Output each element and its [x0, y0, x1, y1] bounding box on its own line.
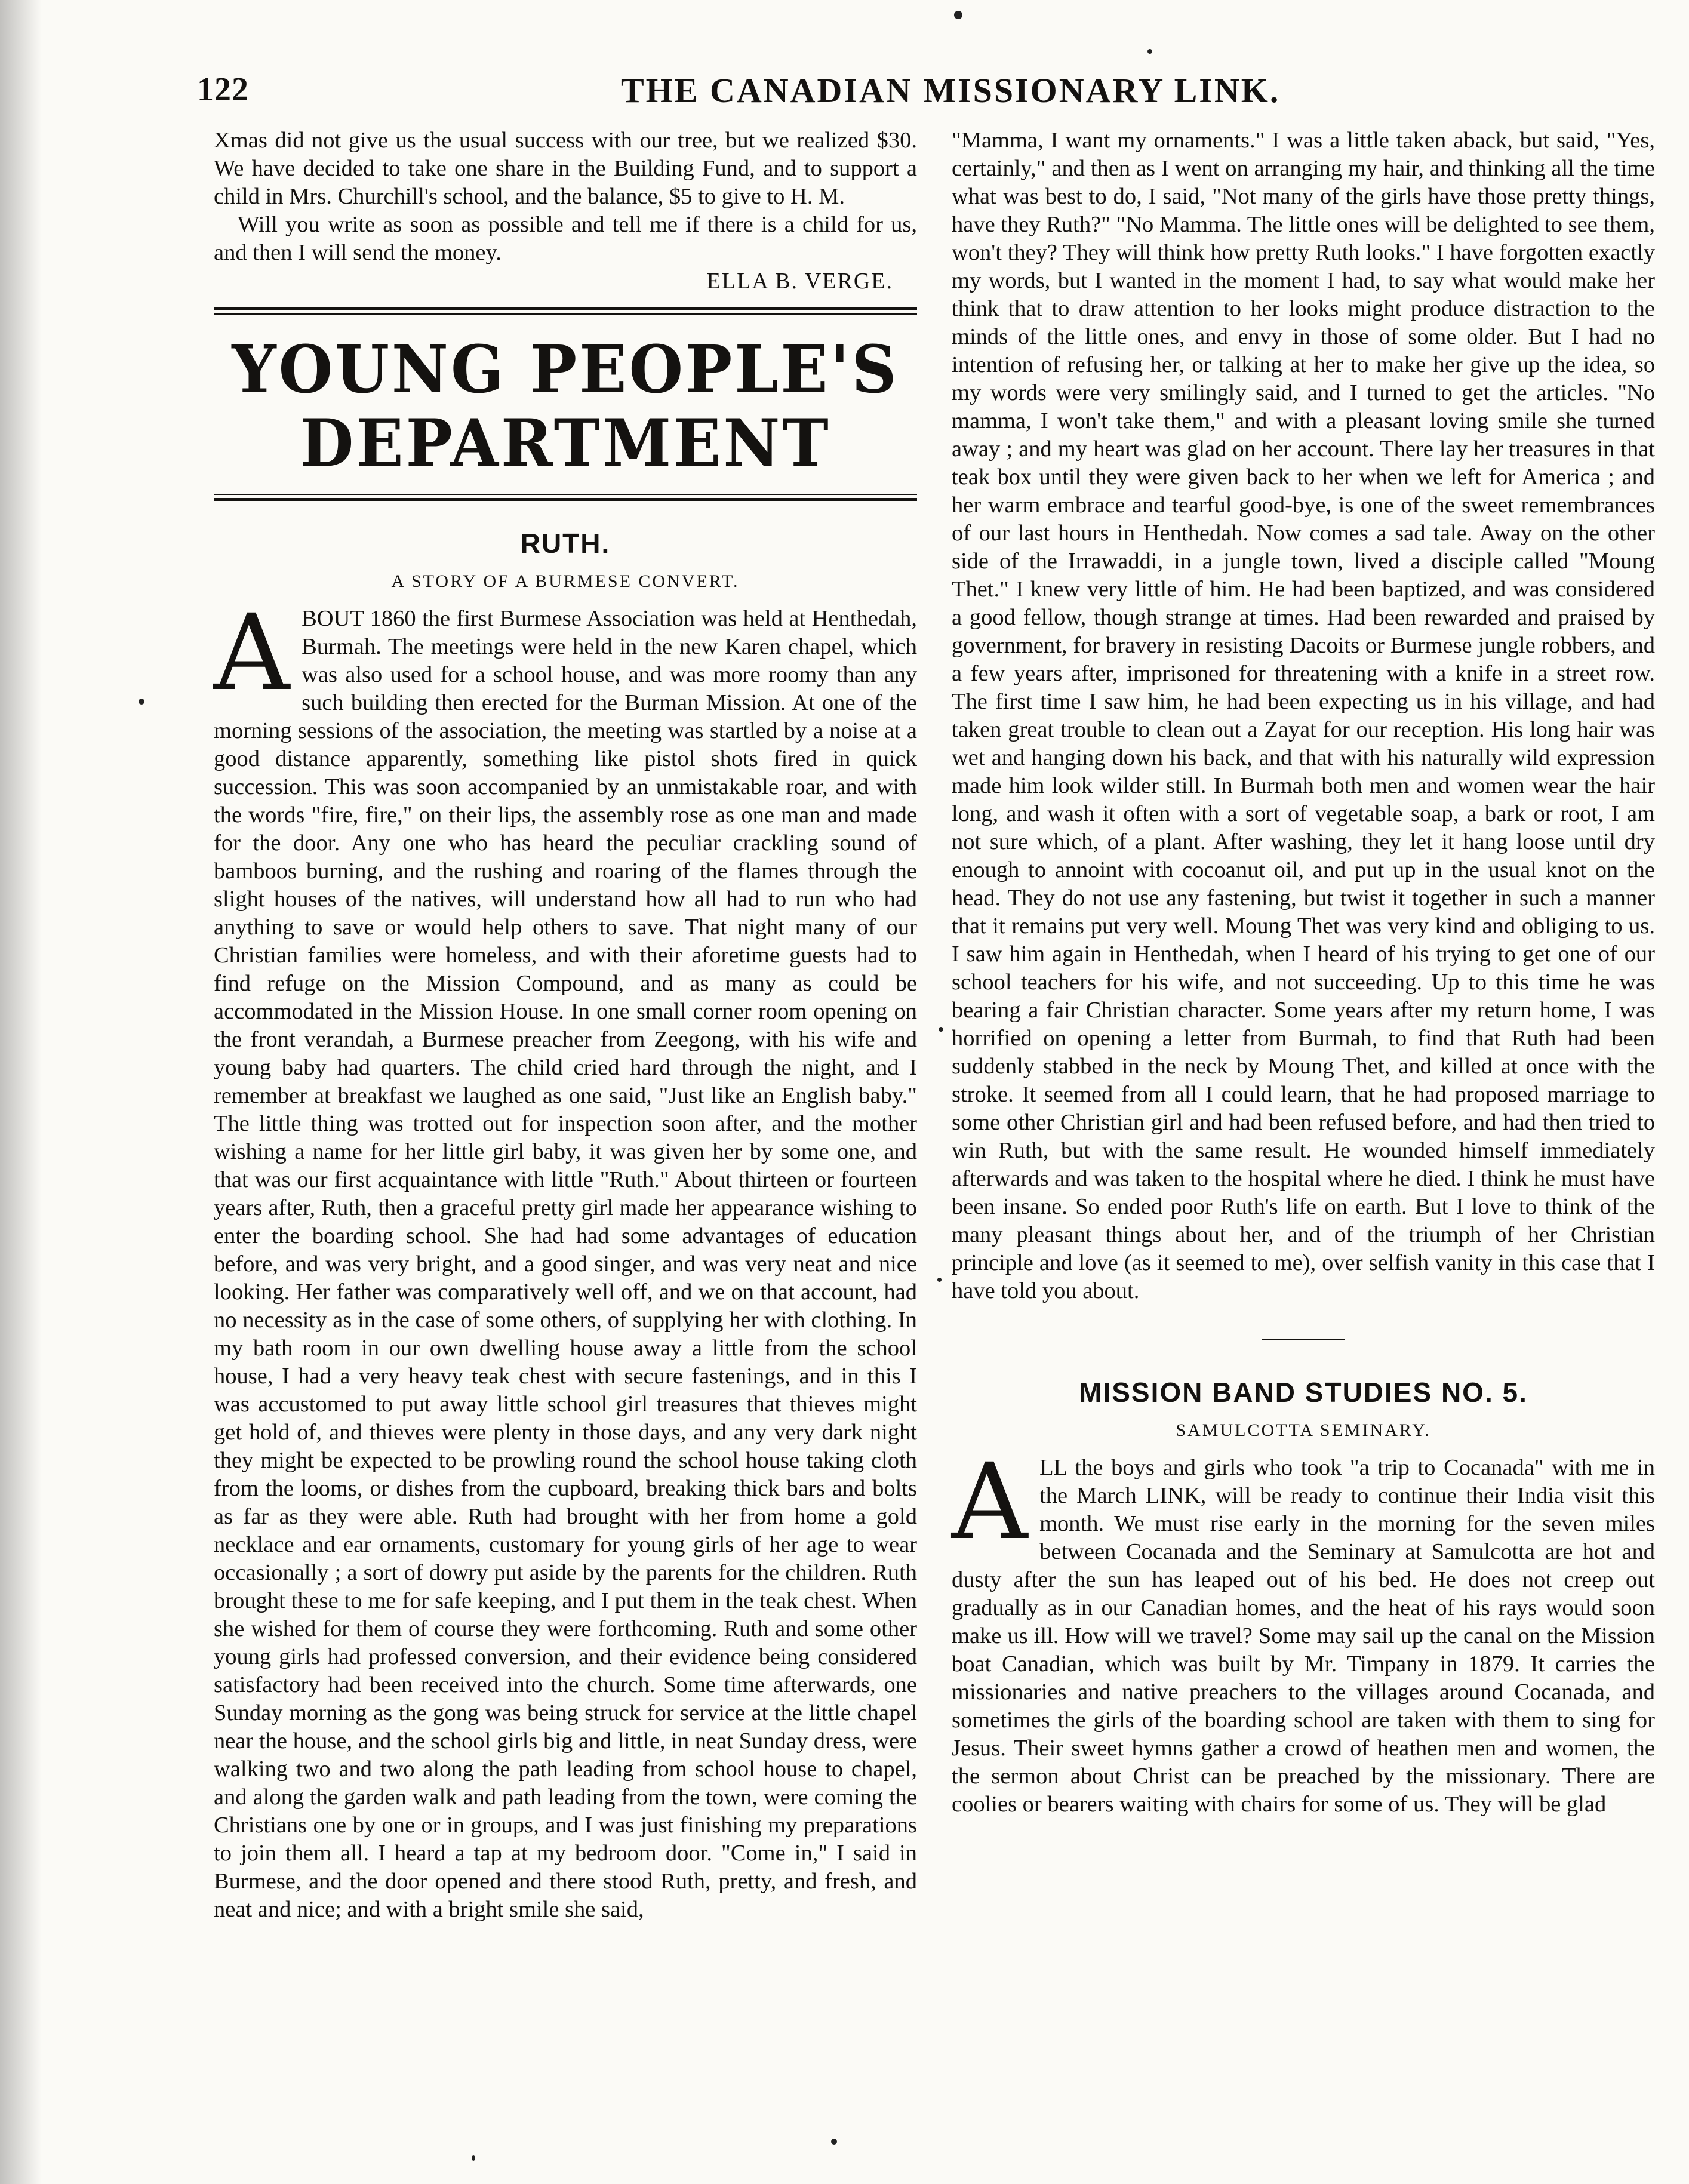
- scan-speck: [1147, 49, 1152, 54]
- story-body-left: BOUT 1860 the first Burmese Association was held at Henthedah, Burmah. The meetings were held in the new Karen chapel, which was also used for a school house, and was more roomy than any such building then erected for the Burman Mission. At one of the morning sessions of the association, the meeting was startled by a noise at a good distance apparently, something like pistol shots fired in quick succession. This was soon accompanied by an unmistakable roar, and with the words "fire, fire," on their lips, the assembly rose as one man and made for the door. Any one who has heard the peculiar crackling sound of bamboos burning, and the rushing and roaring of the flames through the slight houses of the natives, will understand how all had to run who had anything to save or would help others to save. That night many of our Christian families were homeless, and with their aforetime guests had to find refuge on the Mission Compound, and as many as could be accommodated in the Mission House. In one small corner room opening on the front verandah, a Burmese preacher from Zeegong, with his wife and young baby had quarters. The child cried hard through the night, and I remember at breakfast we laughed as one said, "Just like an English baby." The little thing was trotted out for inspection soon after, and the mother wishing a name for her little girl baby, it was given her by some one, and that was our first acquaintance with little "Ruth." About thirteen or fourteen years after, Ruth, then a graceful pretty girl made her appearance wishing to enter the boarding school. She had had some advantages of education before, and was very bright, and a good singer, and was very neat and nice looking. Her father was comparatively well off, and we on that account, had no necessity as in the case of some others, of supplying her with clothing. In my bath room in our own dwelling house away a little from the school house, I had a very heavy teak chest with secure fastenings, and in this I was accustomed to put away little school girl treasures that thieves might get hold of, and thieves were plenty in those days, and any very dark night they might be expected to be prowling round the school house taking cloth from the looms, or dishes from the cupboard, breaking thick bars and bolts as far as they were able. Ruth had brought with her from home a gold necklace and ear ornaments, customary for young girls of her age to wear occasionally ; a sort of dowry put aside by the parents for the children. Ruth brought these to me for safe keeping, and I put them in the teak chest. When she wished for them of course they were forthcoming. Ruth and some other young girls had professed conversion, and their evidence being considered satisfactory had been received into the church. Some time afterwards, one Sunday morning as the gong was being struck for service at the little chapel near the house, and the school girls big and little, in neat Sunday dress, were walking two and two along the path leading from school house to chapel, and along the garden walk and path leading from the town, were coming the Christians one by one or in groups, and I was just finishing my preparations to join them all. I heard a tap at my bedroom door. "Come in," I said in Burmese, and the door opened and there stood Ruth, pretty, and fresh, and neat and nice; and with a bright smile she said,: [214, 606, 917, 1922]
- running-head: THE CANADIAN MISSIONARY LINK.: [621, 71, 1281, 110]
- mission-band-subtitle: SAMULCOTTA SEMINARY.: [1176, 1420, 1431, 1440]
- scan-edge-shadow: [0, 0, 42, 2184]
- story-subtitle: A STORY OF A BURMESE CONVERT.: [391, 571, 740, 591]
- right-column: [952, 127, 1655, 1819]
- story-text-left: [214, 592, 917, 1924]
- scan-speck: [139, 699, 144, 705]
- letter-paragraph-1: Xmas did not give us the usual success with our tree, but we realized $30. We have decided to take one share in the Building Fund, and to support a child in Mrs. Churchill's school, and the balance, $5 to give to H. M.: [214, 128, 917, 209]
- article-divider: [1262, 1339, 1345, 1340]
- page-number: 122: [197, 71, 249, 108]
- department-title: YOUNG PEOPLE'S DEPARTMENT: [232, 330, 899, 482]
- letter-paragraph-2: Will you write as soon as possible and tell me if there is a child for us, and then I will send the money.: [214, 212, 917, 265]
- story-title: RUTH.: [520, 528, 611, 559]
- section-rule-bottom: [214, 498, 917, 501]
- section-rule-bottom-thin: [214, 494, 917, 495]
- scan-speck: [954, 11, 962, 19]
- scan-speck: [939, 1027, 943, 1032]
- scan-speck: [472, 2155, 475, 2161]
- scan-speck: [937, 1278, 942, 1282]
- section-rule-top: [214, 307, 917, 310]
- mission-band-dropcap: A: [952, 1441, 1028, 1563]
- section-rule-top-thin: [214, 313, 917, 315]
- mission-band-title: MISSION BAND STUDIES NO. 5.: [1079, 1377, 1528, 1408]
- story-dropcap: A: [214, 592, 290, 714]
- mission-band-text: [952, 1441, 1655, 1819]
- mission-band-body: LL the boys and girls who took "a trip to Cocanada" with me in the March LINK, will be ready to continue their India visit this month. We must rise early in the morning for the seven miles between Cocanada and the Seminary at Samulcotta are hot and dusty after the sun has leaped out of his bed. He does not creep out gradually as in our Canadian homes, and the heat of his rays would soon make us ill. How will we travel? Some may sail up the canal on the Mission boat Canadian, which was built by Mr. Timpany in 1879. It carries the missionaries and native preachers to the villages around Cocanada, and sometimes the girls of the boarding school are taken with them to sing for Jesus. Their sweet hymns gather a crowd of heathen men and women, the the sermon about Christ can be preached by the missionary. There are coolies or bearers waiting with chairs for some of us. They will be glad: [952, 1455, 1655, 1817]
- letter-signature: ELLA B. VERGE.: [706, 269, 893, 294]
- story-text-right: "Mamma, I want my ornaments." I was a little taken aback, but said, "Yes, certainly," and then as I went on arranging my hair, and thinking all the time what was best to do, I said, "Not many of the girls have those pretty things, have they Ruth?" "No Mamma. The little ones will be delighted to see them, won't they? They will think how pretty Ruth looks." I have forgotten exactly my words, but I wanted in the moment I had, to say what would make her think that to draw attention to her looks might produce distraction to the minds of the little ones, and envy in those of some older. But I had no intention of refusing her, or talking at her to make her give up the idea, so my words were very smilingly said, and I turned to get the articles. "No mamma, I won't take them," and with a pleasant loving smile she turned away ; and my heart was glad on her account. There lay her treasures in that teak box until they were given back to her when we left for America ; and her warm embrace and tearful good-bye, is one of the sweet remembrances of our last hours in Henthedah. Now comes a sad tale. Away on the other side of the Irrawaddi, in a jungle town, lived a disciple called "Moung Thet." I knew very little of him. He had been baptized, and was considered a good fellow, though strange at times. Had been rewarded and praised by government, for bravery in resisting Dacoits or Burmese jungle robbers, and a few years after, imprisoned for threatening with a knife in a street row. The first time I saw him, he had been expecting us in his village, and had taken great trouble to clean out a Zayat for our reception. His long hair was wet and hanging down his back, and that with his naturally wild expression made him look wilder still. In Burmah both men and women wear the hair long, and wash it often with a sort of vegetable soap, a bark or root, I am not sure which, of a plant. After washing, they let it hang loose until dry enough to annoint with cocoanut oil, and put up in the usual knot on the head. They do not use any fastening, but twist it together in such a manner that it remains put very well. Moung Thet was very kind and obliging to us. I saw him again in Henthedah, when I heard of his trying to get one of our school teachers for his wife, and not succeeding. Up to this time he was bearing a fair Christian character. Some years after my return home, I was horrified on opening a letter from Burmah, to find that Ruth had been suddenly stabbed in the neck by Moung Thet, and killed at once with the stroke. It seemed from all I could learn, that he had proposed marriage to some other Christian girl and had been refused before, and had then tried to win Ruth, but with the same result. He wounded himself immediately afterwards and was taken to the hospital where he died. I think he must have been insane. So ended poor Ruth's life on earth. But I love to think of the many pleasant things about her, and of the triumph of her Christian principle and love (as it seemed to me), over selfish vanity in this case that I have told you about.: [952, 128, 1655, 1303]
- left-column: [214, 127, 917, 1924]
- scan-speck: [831, 2139, 837, 2145]
